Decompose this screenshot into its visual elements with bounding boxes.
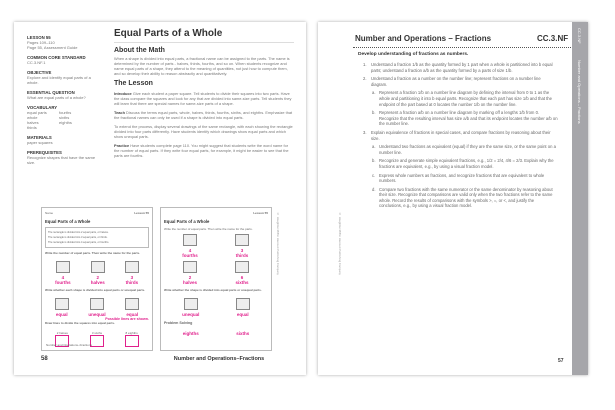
vocabulary-term: fourths — [59, 110, 72, 115]
sub-letter: a. — [372, 144, 376, 150]
answer-item — [216, 261, 268, 285]
answer-count: 4 — [188, 248, 192, 253]
paragraph-lead: Practice — [114, 143, 130, 148]
shape-figure — [55, 298, 69, 310]
sidebar-text: Recognize shapes that have the same size. — [27, 155, 96, 165]
worksheet-title: Equal Parts of a Whole — [164, 219, 210, 224]
lesson-body — [114, 28, 294, 158]
answer-item — [55, 261, 71, 285]
about-heading: About the Math — [114, 47, 165, 54]
shape-figure — [91, 261, 105, 273]
copyright: © Houghton Mifflin Harcourt Publishing Company — [338, 212, 342, 275]
sub-letter: c. — [372, 172, 376, 178]
answer-item — [236, 298, 250, 317]
answer-count: 3 — [240, 248, 244, 253]
sidebar-heading: LESSON 55 — [27, 35, 51, 40]
lesson-sidebar — [27, 30, 97, 165]
instruction: Write whether the shape is divided into equal parts or unequal parts. — [164, 288, 262, 292]
answer-item — [216, 234, 268, 258]
sub-text: Understand two fractions as equivalent (equal) if they are the same size, or the same point on a number line. — [379, 144, 556, 155]
answer-item — [55, 298, 69, 317]
problem-answer: sixths — [236, 331, 250, 336]
problem-answer: eighths — [182, 331, 199, 336]
answer-count: 6 — [240, 275, 244, 280]
tab-code: CC.3.NF — [577, 28, 582, 44]
answer-item — [164, 261, 216, 285]
page-title: Equal Parts of a Whole — [114, 28, 223, 39]
instruction: Write the number of equal parts. Then write the name for the parts. — [164, 227, 253, 231]
item-number: 2. — [363, 76, 367, 82]
square-figure — [90, 335, 104, 347]
draw-label: 2 halves — [56, 331, 68, 335]
lesson-paragraph — [114, 124, 294, 139]
sub-letter: a. — [372, 90, 376, 96]
sub-text: Express whole numbers as fractions, and recognize fractions that are equivalent to whole numbers. — [379, 172, 545, 184]
instruction: Write whether each shape is divided into equal parts or unequal parts. — [45, 288, 145, 292]
answer-item — [88, 298, 105, 317]
intro-heading: Develop understanding of fractions as numbers. — [358, 52, 469, 57]
answer-word: unequal — [182, 312, 200, 317]
answer-word: fourths — [55, 280, 71, 285]
standard-item — [363, 76, 558, 87]
item-number: 1. — [363, 62, 367, 67]
sidebar-text: Page 55, Assessment Guide — [27, 45, 78, 50]
answer-item — [182, 298, 199, 317]
square-figure — [125, 335, 139, 347]
worksheet-title: Equal Parts of a Whole — [45, 219, 91, 224]
sidebar-text: What are equal parts of a whole? — [27, 95, 86, 100]
answer-count: 2 — [188, 275, 192, 280]
page-number: 58 — [41, 356, 48, 362]
left-page — [14, 22, 306, 375]
sidebar-heading: PREREQUISITES — [27, 150, 62, 155]
paragraph-lead: Introduce — [114, 91, 132, 96]
about-text: When a shape is divided into equal parts, a fractional name can be assigned to the parts. The name is determined by the number of parts - halves, thirds, fourths, and so on. When students recognize and name equal parts of a shape, they attend to the meaning of quantities, not just how to compute them, and so develop their ability to reason abstractly and quantitatively. — [114, 56, 290, 76]
draw-item — [90, 331, 104, 349]
paragraph-text: To extend the process, display several drawings of the same rectangle, with each showing the rectangle divided into four parts differently. Have students identify which drawings show equal parts and which show unequal parts. — [114, 124, 293, 139]
sub-item — [372, 187, 558, 209]
sub-letter: d. — [372, 186, 376, 192]
item-text: Understand a fraction as a number on the number line; represent fractions on a number line diagram. — [371, 76, 541, 87]
sidebar-heading: COMMON CORE STANDARD — [27, 55, 86, 60]
lesson-label: Lesson 55 — [134, 211, 149, 215]
shape-figure — [235, 261, 249, 273]
shape-figure — [125, 261, 139, 273]
lesson-paragraph — [114, 91, 294, 106]
answer-count: 2 — [96, 275, 99, 280]
draw-label: 3 sixths — [91, 331, 103, 335]
item-number: 3. — [363, 129, 367, 135]
instruction: Write the number of equal parts. Then write the name for the parts. — [45, 251, 140, 255]
lesson-label: Lesson 55 — [253, 211, 268, 215]
sidebar-text: Pages 109–110 — [27, 40, 55, 45]
item-text: Understand a fraction 1/b as the quantity formed by 1 part when a whole is partitioned into b equal parts; understand a fraction a/b as the quantity formed by a parts of size 1/b. — [371, 62, 553, 73]
example-line: The rectangle is divided into 4 equal parts, or fourths. — [48, 241, 110, 244]
copyright: © Houghton Mifflin Harcourt Publishing Company — [276, 212, 280, 275]
answer-item — [164, 234, 216, 258]
sub-text: Represent a fraction a/b on a number line diagram by marking off a lengths 1/b from 0. Recognize that the resulting interval has size a/b and that its endpoint locates the number a/b on the number line. — [379, 110, 558, 127]
problem-solving-heading: Problem Solving — [164, 321, 193, 325]
worksheet-footer: Number and Operations–Fractions — [46, 343, 93, 347]
example-line: The rectangle is divided into 3 equal parts, or thirds. — [48, 236, 108, 239]
vocabulary-term: equal parts — [27, 110, 47, 115]
sidebar-text: CC.3.NF.1 — [27, 60, 46, 65]
vocabulary-list — [27, 110, 97, 130]
shape-figure — [125, 298, 139, 310]
sub-letter: b. — [372, 158, 376, 164]
shape-figure — [56, 261, 70, 273]
answer-item — [125, 298, 139, 317]
paragraph-lead: Teach — [114, 110, 125, 115]
lesson-paragraph — [114, 143, 294, 158]
section-header: Number and Operations – Fractions — [355, 34, 492, 43]
example-line: The rectangle is divided into 2 equal parts, or halves. — [48, 231, 109, 234]
sidebar-text: Explore and identify equal parts of a whole. — [27, 75, 91, 85]
divider — [353, 47, 571, 48]
name-label: Name — [45, 211, 54, 215]
sidebar-heading: VOCABULARY — [27, 105, 58, 110]
page-footer: Number and Operations–Fractions — [173, 356, 265, 362]
sub-item — [372, 90, 558, 107]
shape-figure — [183, 261, 197, 273]
sidebar-heading: MATERIALS — [27, 135, 52, 140]
answer-word: halves — [90, 280, 105, 285]
draw-item — [125, 331, 139, 349]
standard-item — [363, 62, 558, 73]
tab-text: Number and Operations – Fractions — [577, 60, 582, 124]
standards-list — [363, 59, 558, 209]
vocabulary-term: whole — [27, 115, 38, 120]
sub-item — [372, 144, 558, 155]
worksheet-thumbnail-1 — [41, 207, 153, 351]
sub-text: Compare two fractions with the same numerator or the same denominator by reasoning about their size. Recognize that comparisons are valid only when the two fractions refer to the same whole. Record the results of comparisons with the symbols >, =, or <, and justify the conclusions, e.g., by using a visual fraction model. — [379, 186, 553, 209]
answer-word: fourths — [182, 253, 198, 258]
standard-item — [363, 130, 558, 141]
instruction: Draw lines to divide the squares into equal parts. — [45, 321, 115, 325]
answer-word: sixths — [235, 280, 249, 285]
answer-count: 4 — [61, 275, 65, 280]
lesson-paragraph — [114, 110, 294, 120]
vocabulary-term: eighths — [59, 120, 72, 125]
page-number: 57 — [558, 358, 564, 364]
sub-letter: b. — [372, 110, 376, 116]
sub-text: Represent a fraction 1/b on a number line diagram by defining the interval from 0 to 1 as the whole and partitioning it into b equal parts. Recognize that each part has size 1/b and that the endpoint of the part based at 0 locates the number 1/b on the number line. — [379, 90, 552, 107]
answer-item — [91, 261, 105, 285]
answer-count: 3 — [130, 275, 134, 280]
worksheet-thumbnail-2 — [160, 207, 272, 351]
answer-word: thirds — [235, 253, 249, 258]
answer-word: unequal — [88, 312, 106, 317]
shape-figure — [235, 234, 249, 246]
sidebar-heading: OBJECTIVE — [27, 70, 52, 75]
paragraph-text: Have students complete page 110. You might suggest that students write the word name for the number of equal parts. If they write four equal parts, for example, it might be easier to see that the parts are fourths. — [114, 143, 289, 158]
sidebar-heading: ESSENTIAL QUESTION — [27, 90, 75, 95]
shape-figure — [90, 298, 104, 310]
standard-code: CC.3.NF — [537, 34, 569, 43]
sub-item — [372, 110, 558, 127]
shape-figure — [236, 298, 250, 310]
vocabulary-term: sixths — [59, 115, 70, 120]
lesson-heading: The Lesson — [114, 80, 153, 87]
vocabulary-term: thirds — [27, 125, 37, 130]
shape-figure — [183, 234, 197, 246]
side-tab — [572, 22, 588, 375]
right-page — [318, 22, 588, 375]
sub-item — [372, 173, 558, 184]
answer-word: thirds — [125, 280, 139, 285]
shape-figure — [184, 298, 198, 310]
answer-word: halves — [182, 280, 197, 285]
sidebar-text: paper squares — [27, 140, 53, 145]
answer-word: equal — [236, 312, 249, 317]
vocabulary-term: halves — [27, 120, 39, 125]
draw-label: 8 eighths — [125, 331, 138, 335]
sub-text: Recognize and generate simple equivalent fractions, e.g., 1/2 = 2/4, 4/6 = 2/3. Explain why the fractions are equivalent, e.g., by using a visual fraction model. — [379, 158, 554, 169]
paragraph-text: Give each student a paper square. Tell students to divide their squares into two parts. Have the class compare the squares and look for any that are divided into same-size parts. Tell students they will learn that there are special names for same-size parts of a shape. — [114, 91, 292, 106]
answer-item — [125, 261, 139, 285]
paragraph-text: Discuss the terms equal parts, whole, halves, thirds, fourths, sixths, and eighths. Emphasize that the fractional names can only be used if a shape is divided into equal parts. — [114, 110, 293, 120]
sub-item — [372, 158, 558, 169]
item-text: Explain equivalence of fractions in special cases, and compare fractions by reasoning about their size. — [371, 129, 551, 141]
answer-word: equal — [55, 312, 68, 317]
answer-note: Possible lines are shown. — [105, 317, 149, 321]
answer-word: equal — [126, 312, 139, 317]
